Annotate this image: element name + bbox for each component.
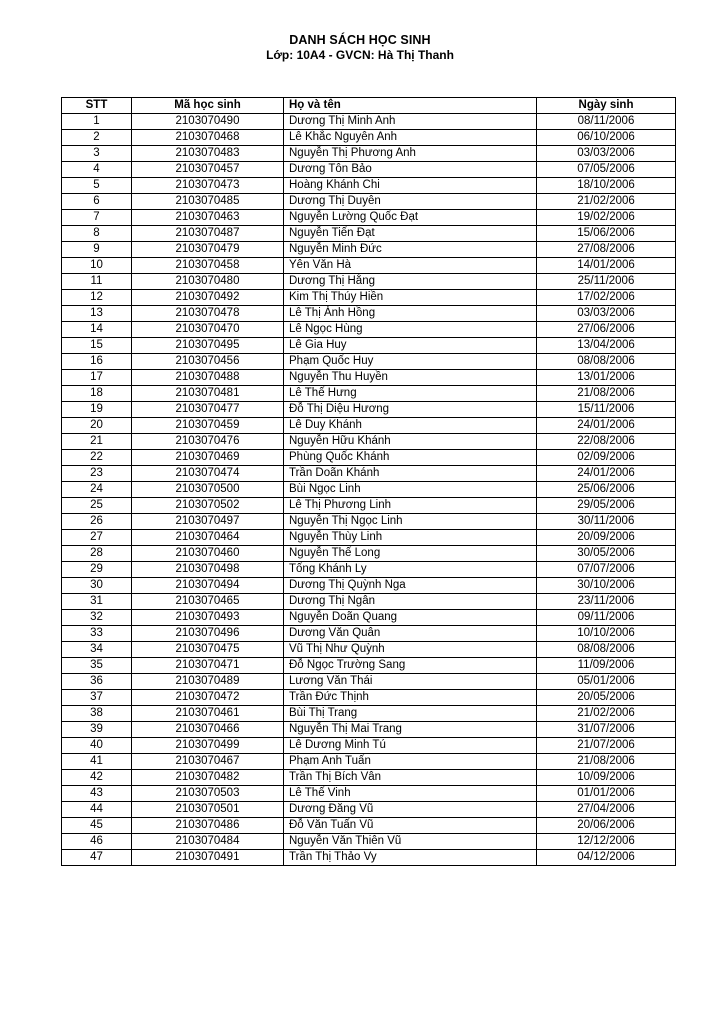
cell-student-id: 2103070491	[132, 850, 284, 866]
cell-birth-date: 08/11/2006	[537, 114, 676, 130]
header-birth-date: Ngày sinh	[537, 98, 676, 114]
cell-student-id: 2103070476	[132, 434, 284, 450]
table-row	[62, 450, 676, 466]
cell-birth-date: 24/01/2006	[537, 466, 676, 482]
cell-full-name: Đỗ Thị Diệu Hương	[284, 402, 537, 418]
header-student-id: Mã học sinh	[132, 98, 284, 114]
table-row	[62, 482, 676, 498]
cell-stt: 23	[62, 466, 132, 482]
cell-full-name: Tống Khánh Ly	[284, 562, 537, 578]
table-row	[62, 514, 676, 530]
cell-birth-date: 21/08/2006	[537, 754, 676, 770]
cell-student-id: 2103070502	[132, 498, 284, 514]
cell-student-id: 2103070477	[132, 402, 284, 418]
table-row	[62, 194, 676, 210]
cell-student-id: 2103070468	[132, 130, 284, 146]
cell-birth-date: 20/06/2006	[537, 818, 676, 834]
cell-student-id: 2103070485	[132, 194, 284, 210]
cell-student-id: 2103070467	[132, 754, 284, 770]
cell-full-name: Lương Văn Thái	[284, 674, 537, 690]
cell-stt: 45	[62, 818, 132, 834]
cell-stt: 7	[62, 210, 132, 226]
header-stt: STT	[62, 98, 132, 114]
cell-full-name: Nguyễn Hữu Khánh	[284, 434, 537, 450]
cell-stt: 3	[62, 146, 132, 162]
cell-full-name: Nguyễn Văn Thiên Vũ	[284, 834, 537, 850]
table-row	[62, 306, 676, 322]
cell-stt: 2	[62, 130, 132, 146]
table-row	[62, 594, 676, 610]
table-row	[62, 658, 676, 674]
cell-student-id: 2103070501	[132, 802, 284, 818]
cell-full-name: Nguyễn Thùy Linh	[284, 530, 537, 546]
cell-stt: 24	[62, 482, 132, 498]
cell-stt: 42	[62, 770, 132, 786]
cell-birth-date: 23/11/2006	[537, 594, 676, 610]
cell-full-name: Lê Thị Ánh Hồng	[284, 306, 537, 322]
table-row	[62, 738, 676, 754]
table-row	[62, 530, 676, 546]
cell-birth-date: 30/10/2006	[537, 578, 676, 594]
cell-full-name: Bùi Ngọc Linh	[284, 482, 537, 498]
cell-full-name: Lê Thị Phương Linh	[284, 498, 537, 514]
table-row	[62, 722, 676, 738]
cell-birth-date: 27/08/2006	[537, 242, 676, 258]
cell-birth-date: 04/12/2006	[537, 850, 676, 866]
cell-stt: 38	[62, 706, 132, 722]
cell-stt: 21	[62, 434, 132, 450]
cell-stt: 16	[62, 354, 132, 370]
cell-stt: 40	[62, 738, 132, 754]
table-row	[62, 850, 676, 866]
table-row	[62, 338, 676, 354]
cell-stt: 18	[62, 386, 132, 402]
cell-birth-date: 17/02/2006	[537, 290, 676, 306]
cell-student-id: 2103070471	[132, 658, 284, 674]
cell-birth-date: 06/10/2006	[537, 130, 676, 146]
cell-student-id: 2103070456	[132, 354, 284, 370]
cell-stt: 1	[62, 114, 132, 130]
cell-stt: 10	[62, 258, 132, 274]
cell-stt: 34	[62, 642, 132, 658]
cell-full-name: Nguyễn Thị Mai Trang	[284, 722, 537, 738]
cell-full-name: Yên Văn Hà	[284, 258, 537, 274]
table-row	[62, 418, 676, 434]
cell-full-name: Đỗ Ngọc Trường Sang	[284, 658, 537, 674]
cell-stt: 28	[62, 546, 132, 562]
cell-student-id: 2103070494	[132, 578, 284, 594]
cell-stt: 27	[62, 530, 132, 546]
table-row	[62, 130, 676, 146]
cell-full-name: Lê Duy Khánh	[284, 418, 537, 434]
cell-student-id: 2103070474	[132, 466, 284, 482]
cell-birth-date: 19/02/2006	[537, 210, 676, 226]
cell-birth-date: 25/06/2006	[537, 482, 676, 498]
cell-birth-date: 02/09/2006	[537, 450, 676, 466]
cell-student-id: 2103070463	[132, 210, 284, 226]
cell-birth-date: 15/11/2006	[537, 402, 676, 418]
cell-birth-date: 22/08/2006	[537, 434, 676, 450]
cell-full-name: Nguyễn Doãn Quang	[284, 610, 537, 626]
cell-student-id: 2103070484	[132, 834, 284, 850]
cell-stt: 4	[62, 162, 132, 178]
cell-full-name: Lê Thế Vinh	[284, 786, 537, 802]
table-row	[62, 290, 676, 306]
cell-birth-date: 25/11/2006	[537, 274, 676, 290]
cell-stt: 12	[62, 290, 132, 306]
cell-birth-date: 13/01/2006	[537, 370, 676, 386]
cell-student-id: 2103070465	[132, 594, 284, 610]
cell-full-name: Dương Tôn Bảo	[284, 162, 537, 178]
cell-birth-date: 18/10/2006	[537, 178, 676, 194]
cell-full-name: Lê Khắc Nguyên Anh	[284, 130, 537, 146]
table-row	[62, 274, 676, 290]
cell-birth-date: 21/07/2006	[537, 738, 676, 754]
cell-stt: 6	[62, 194, 132, 210]
cell-full-name: Hoàng Khánh Chi	[284, 178, 537, 194]
cell-student-id: 2103070461	[132, 706, 284, 722]
table-row	[62, 674, 676, 690]
cell-stt: 9	[62, 242, 132, 258]
header-full-name: Họ và tên	[284, 98, 537, 114]
cell-student-id: 2103070482	[132, 770, 284, 786]
cell-stt: 35	[62, 658, 132, 674]
cell-stt: 15	[62, 338, 132, 354]
cell-birth-date: 11/09/2006	[537, 658, 676, 674]
cell-birth-date: 21/02/2006	[537, 706, 676, 722]
cell-full-name: Nguyễn Thị Ngọc Linh	[284, 514, 537, 530]
cell-birth-date: 24/01/2006	[537, 418, 676, 434]
cell-stt: 44	[62, 802, 132, 818]
cell-birth-date: 30/11/2006	[537, 514, 676, 530]
cell-student-id: 2103070479	[132, 242, 284, 258]
table-row	[62, 802, 676, 818]
table-row	[62, 242, 676, 258]
document-subtitle: Lớp: 10A4 - GVCN: Hà Thị Thanh	[266, 48, 454, 62]
cell-full-name: Nguyễn Thị Phương Anh	[284, 146, 537, 162]
cell-stt: 14	[62, 322, 132, 338]
cell-full-name: Nguyễn Minh Đức	[284, 242, 537, 258]
cell-birth-date: 10/09/2006	[537, 770, 676, 786]
table-row	[62, 370, 676, 386]
table-row	[62, 466, 676, 482]
cell-stt: 46	[62, 834, 132, 850]
cell-student-id: 2103070493	[132, 610, 284, 626]
cell-birth-date: 30/05/2006	[537, 546, 676, 562]
cell-stt: 29	[62, 562, 132, 578]
cell-full-name: Nguyễn Thế Long	[284, 546, 537, 562]
cell-birth-date: 14/01/2006	[537, 258, 676, 274]
cell-full-name: Phạm Anh Tuấn	[284, 754, 537, 770]
cell-student-id: 2103070458	[132, 258, 284, 274]
table-row	[62, 354, 676, 370]
cell-full-name: Dương Thị Quỳnh Nga	[284, 578, 537, 594]
cell-birth-date: 27/04/2006	[537, 802, 676, 818]
cell-birth-date: 27/06/2006	[537, 322, 676, 338]
cell-student-id: 2103070460	[132, 546, 284, 562]
cell-full-name: Bùi Thị Trang	[284, 706, 537, 722]
cell-student-id: 2103070478	[132, 306, 284, 322]
cell-full-name: Nguyễn Lường Quốc Đạt	[284, 210, 537, 226]
table-row	[62, 610, 676, 626]
cell-student-id: 2103070497	[132, 514, 284, 530]
cell-student-id: 2103070473	[132, 178, 284, 194]
cell-stt: 32	[62, 610, 132, 626]
cell-full-name: Kim Thị Thúy Hiền	[284, 290, 537, 306]
cell-full-name: Trần Thị Bích Vân	[284, 770, 537, 786]
table-row	[62, 818, 676, 834]
cell-student-id: 2103070500	[132, 482, 284, 498]
cell-stt: 19	[62, 402, 132, 418]
cell-stt: 26	[62, 514, 132, 530]
cell-student-id: 2103070495	[132, 338, 284, 354]
table-row	[62, 386, 676, 402]
cell-student-id: 2103070472	[132, 690, 284, 706]
cell-birth-date: 21/08/2006	[537, 386, 676, 402]
cell-birth-date: 20/09/2006	[537, 530, 676, 546]
cell-student-id: 2103070503	[132, 786, 284, 802]
cell-birth-date: 03/03/2006	[537, 146, 676, 162]
cell-birth-date: 15/06/2006	[537, 226, 676, 242]
table-row	[62, 258, 676, 274]
table-row	[62, 226, 676, 242]
cell-birth-date: 03/03/2006	[537, 306, 676, 322]
cell-student-id: 2103070499	[132, 738, 284, 754]
table-row	[62, 690, 676, 706]
cell-full-name: Vũ Thị Như Quỳnh	[284, 642, 537, 658]
cell-birth-date: 21/02/2006	[537, 194, 676, 210]
cell-full-name: Trần Đức Thịnh	[284, 690, 537, 706]
cell-student-id: 2103070496	[132, 626, 284, 642]
cell-birth-date: 29/05/2006	[537, 498, 676, 514]
table-row	[62, 322, 676, 338]
table-row	[62, 114, 676, 130]
table-row	[62, 562, 676, 578]
cell-full-name: Dương Thị Minh Anh	[284, 114, 537, 130]
cell-student-id: 2103070487	[132, 226, 284, 242]
table-row	[62, 770, 676, 786]
cell-full-name: Lê Dương Minh Tú	[284, 738, 537, 754]
cell-student-id: 2103070457	[132, 162, 284, 178]
cell-stt: 37	[62, 690, 132, 706]
cell-full-name: Lê Ngọc Hùng	[284, 322, 537, 338]
cell-stt: 43	[62, 786, 132, 802]
cell-stt: 33	[62, 626, 132, 642]
cell-birth-date: 01/01/2006	[537, 786, 676, 802]
cell-stt: 11	[62, 274, 132, 290]
cell-student-id: 2103070489	[132, 674, 284, 690]
cell-full-name: Dương Thị Duyên	[284, 194, 537, 210]
cell-stt: 17	[62, 370, 132, 386]
cell-student-id: 2103070466	[132, 722, 284, 738]
cell-full-name: Dương Văn Quân	[284, 626, 537, 642]
table-row	[62, 498, 676, 514]
cell-stt: 31	[62, 594, 132, 610]
document-title: DANH SÁCH HỌC SINH	[289, 33, 431, 47]
cell-birth-date: 09/11/2006	[537, 610, 676, 626]
cell-birth-date: 08/08/2006	[537, 354, 676, 370]
cell-student-id: 2103070470	[132, 322, 284, 338]
cell-student-id: 2103070464	[132, 530, 284, 546]
cell-full-name: Dương Thị Hằng	[284, 274, 537, 290]
table-row	[62, 626, 676, 642]
table-row	[62, 642, 676, 658]
cell-birth-date: 13/04/2006	[537, 338, 676, 354]
cell-student-id: 2103070480	[132, 274, 284, 290]
table-row	[62, 578, 676, 594]
table-row	[62, 754, 676, 770]
cell-student-id: 2103070490	[132, 114, 284, 130]
cell-full-name: Nguyễn Tiến Đạt	[284, 226, 537, 242]
cell-student-id: 2103070483	[132, 146, 284, 162]
cell-stt: 36	[62, 674, 132, 690]
cell-birth-date: 12/12/2006	[537, 834, 676, 850]
table-row	[62, 162, 676, 178]
cell-student-id: 2103070488	[132, 370, 284, 386]
cell-birth-date: 07/07/2006	[537, 562, 676, 578]
table-row	[62, 834, 676, 850]
cell-stt: 8	[62, 226, 132, 242]
table-row	[62, 706, 676, 722]
cell-stt: 5	[62, 178, 132, 194]
cell-full-name: Phạm Quốc Huy	[284, 354, 537, 370]
cell-full-name: Dương Thị Ngân	[284, 594, 537, 610]
cell-stt: 30	[62, 578, 132, 594]
table-row	[62, 434, 676, 450]
cell-full-name: Trần Doãn Khánh	[284, 466, 537, 482]
table-row	[62, 546, 676, 562]
cell-full-name: Lê Thế Hưng	[284, 386, 537, 402]
cell-full-name: Phùng Quốc Khánh	[284, 450, 537, 466]
table-row	[62, 146, 676, 162]
cell-full-name: Dương Đăng Vũ	[284, 802, 537, 818]
cell-full-name: Đỗ Văn Tuấn Vũ	[284, 818, 537, 834]
table-header-row	[62, 98, 676, 114]
cell-stt: 25	[62, 498, 132, 514]
cell-stt: 20	[62, 418, 132, 434]
cell-stt: 13	[62, 306, 132, 322]
table-row	[62, 402, 676, 418]
cell-student-id: 2103070486	[132, 818, 284, 834]
cell-birth-date: 08/08/2006	[537, 642, 676, 658]
cell-stt: 41	[62, 754, 132, 770]
cell-full-name: Lê Gia Huy	[284, 338, 537, 354]
student-list-table	[61, 97, 676, 866]
cell-birth-date: 20/05/2006	[537, 690, 676, 706]
cell-student-id: 2103070481	[132, 386, 284, 402]
table-row	[62, 178, 676, 194]
cell-stt: 22	[62, 450, 132, 466]
cell-full-name: Trần Thị Thảo Vy	[284, 850, 537, 866]
cell-student-id: 2103070475	[132, 642, 284, 658]
table-row	[62, 210, 676, 226]
cell-student-id: 2103070459	[132, 418, 284, 434]
cell-student-id: 2103070498	[132, 562, 284, 578]
table-row	[62, 786, 676, 802]
cell-birth-date: 10/10/2006	[537, 626, 676, 642]
cell-student-id: 2103070492	[132, 290, 284, 306]
cell-birth-date: 31/07/2006	[537, 722, 676, 738]
document-header	[0, 33, 720, 63]
cell-birth-date: 05/01/2006	[537, 674, 676, 690]
cell-birth-date: 07/05/2006	[537, 162, 676, 178]
table-body	[62, 114, 676, 866]
cell-stt: 47	[62, 850, 132, 866]
cell-student-id: 2103070469	[132, 450, 284, 466]
cell-full-name: Nguyễn Thu Huyền	[284, 370, 537, 386]
cell-stt: 39	[62, 722, 132, 738]
